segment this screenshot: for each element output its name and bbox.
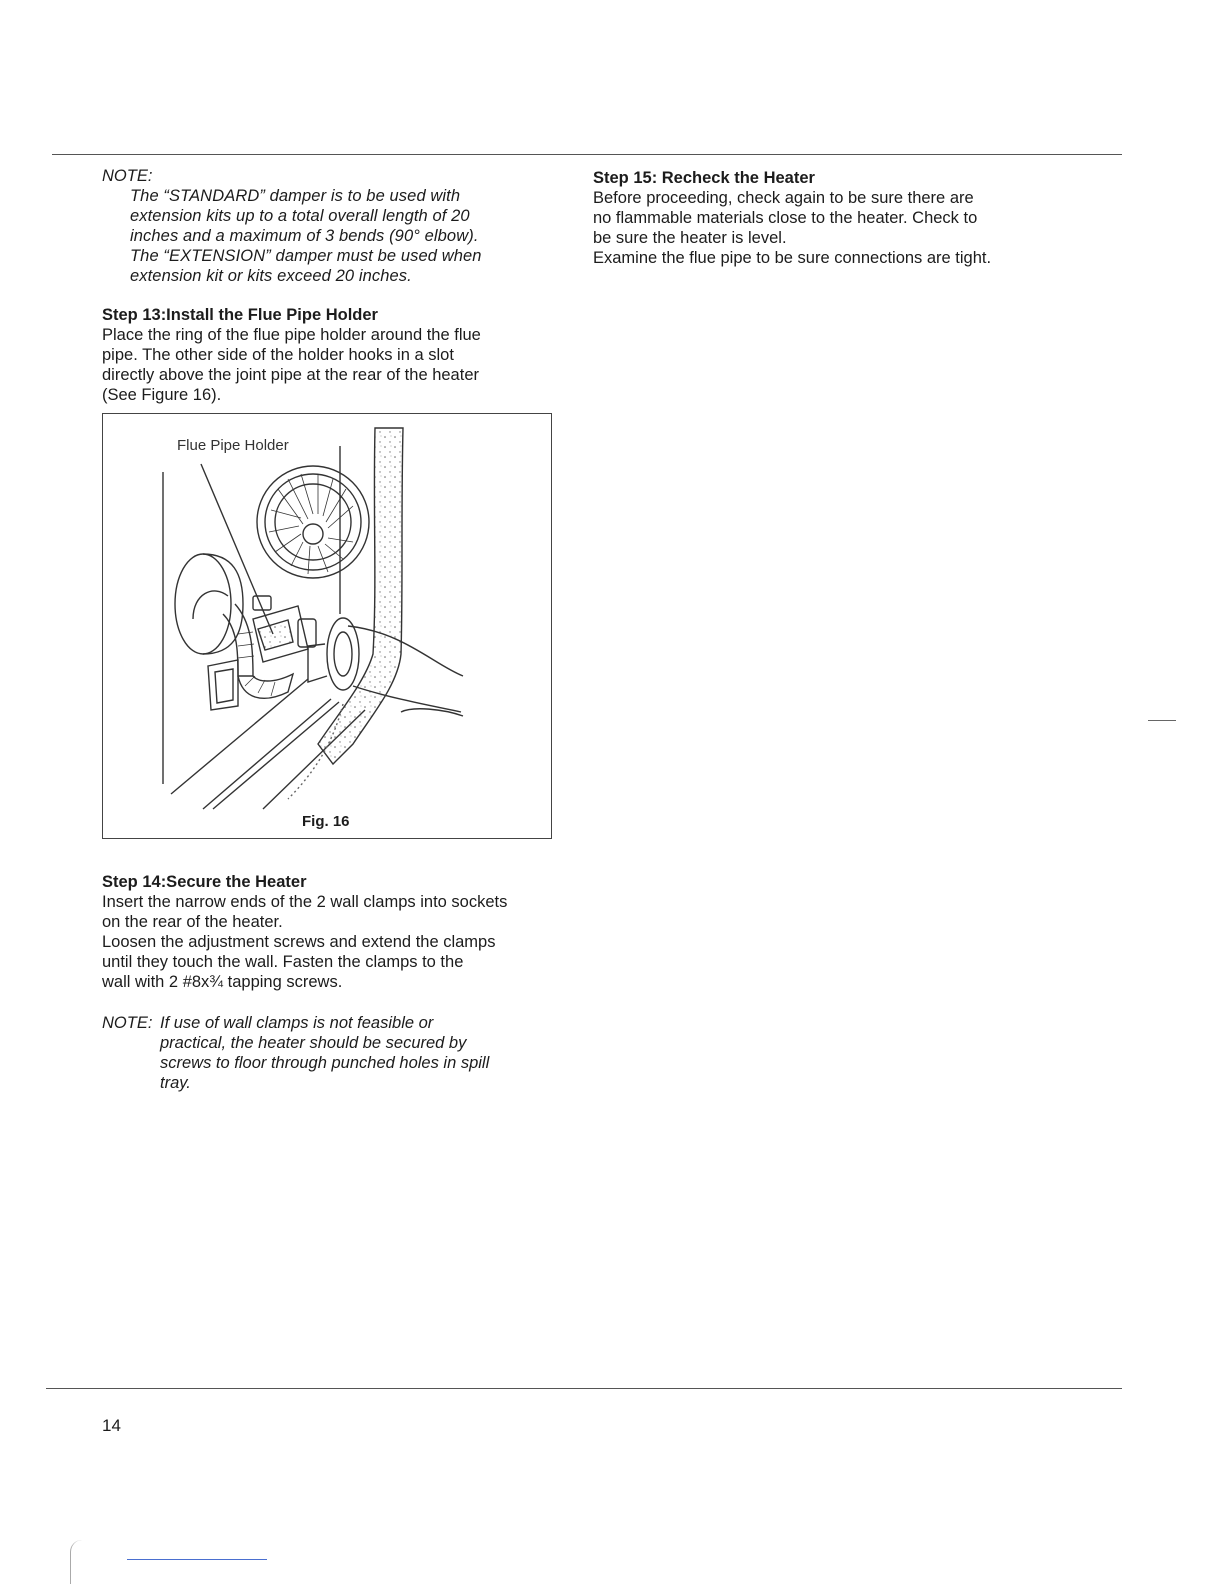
note-line: If use of wall clamps is not feasible or [160, 1014, 434, 1032]
damper-disc [257, 466, 369, 578]
note-heading: NOTE: [102, 167, 153, 185]
flange [327, 618, 359, 690]
para-line: (See Figure 16). [102, 386, 222, 404]
para-line: no flammable materials close to the heater. Check to [593, 209, 978, 227]
step-15-title: Step 15: Recheck the Heater [593, 169, 815, 187]
para-line: Insert the narrow ends of the 2 wall clamps into sockets [102, 893, 508, 911]
note-2 [102, 1013, 560, 1093]
top-rule [52, 154, 1122, 155]
right-column [593, 168, 1049, 268]
note-line: tray. [160, 1074, 191, 1092]
figure-16 [102, 413, 552, 839]
flue-pipe [348, 626, 463, 676]
para-line: be sure the heater is level. [593, 229, 787, 247]
heater-rear-illustration [103, 414, 553, 840]
note-2-body [160, 1013, 560, 1093]
figure-caption: Fig. 16 [302, 813, 350, 830]
bottom-rule [46, 1388, 1122, 1389]
para-line: Examine the flue pipe to be sure connections are tight. [593, 249, 992, 267]
note-2-heading: NOTE: [102, 1014, 153, 1032]
para-line: Loosen the adjustment screws and extend the clamps [102, 933, 496, 951]
para-line: until they touch the wall. Fasten the clamps to the [102, 953, 464, 971]
note-line: inches and a maximum of 3 bends (90° elbow). [130, 227, 479, 245]
para-line: directly above the joint pipe at the rear of the heater [102, 366, 479, 384]
para-line: Before proceeding, check again to be sure there are [593, 189, 974, 207]
connector-ring [175, 554, 231, 654]
step-14-title: Step 14:Secure the Heater [102, 873, 307, 891]
edge-mark [1148, 720, 1176, 721]
step-14-body [102, 892, 560, 992]
page-number: 14 [102, 1416, 121, 1435]
note-body [130, 186, 560, 286]
note-line: extension kit or kits exceed 20 inches. [130, 267, 412, 285]
note-line: The “EXTENSION” damper must be used when [130, 247, 482, 265]
note-line: The “STANDARD” damper is to be used with [130, 187, 461, 205]
para-line: Place the ring of the flue pipe holder around the flue [102, 326, 481, 344]
para-line: pipe. The other side of the holder hooks in a slot [102, 346, 454, 364]
leader-line [201, 464, 273, 634]
left-column [102, 166, 560, 1093]
note-line: screws to floor through punched holes in spill [160, 1054, 490, 1072]
para-line: wall with 2 #8x¾ tapping screws. [102, 973, 343, 991]
scan-corner-mark [70, 1540, 89, 1584]
step-15-body [593, 188, 1049, 268]
note-line: extension kits up to a total overall length of 20 [130, 207, 470, 225]
para-line: on the rear of the heater. [102, 913, 283, 931]
blue-underline-mark [127, 1559, 267, 1560]
step-13-title: Step 13:Install the Flue Pipe Holder [102, 306, 378, 324]
step-13-body [102, 325, 560, 405]
note-line: practical, the heater should be secured by [160, 1034, 467, 1052]
figure-label: Flue Pipe Holder [177, 437, 289, 454]
